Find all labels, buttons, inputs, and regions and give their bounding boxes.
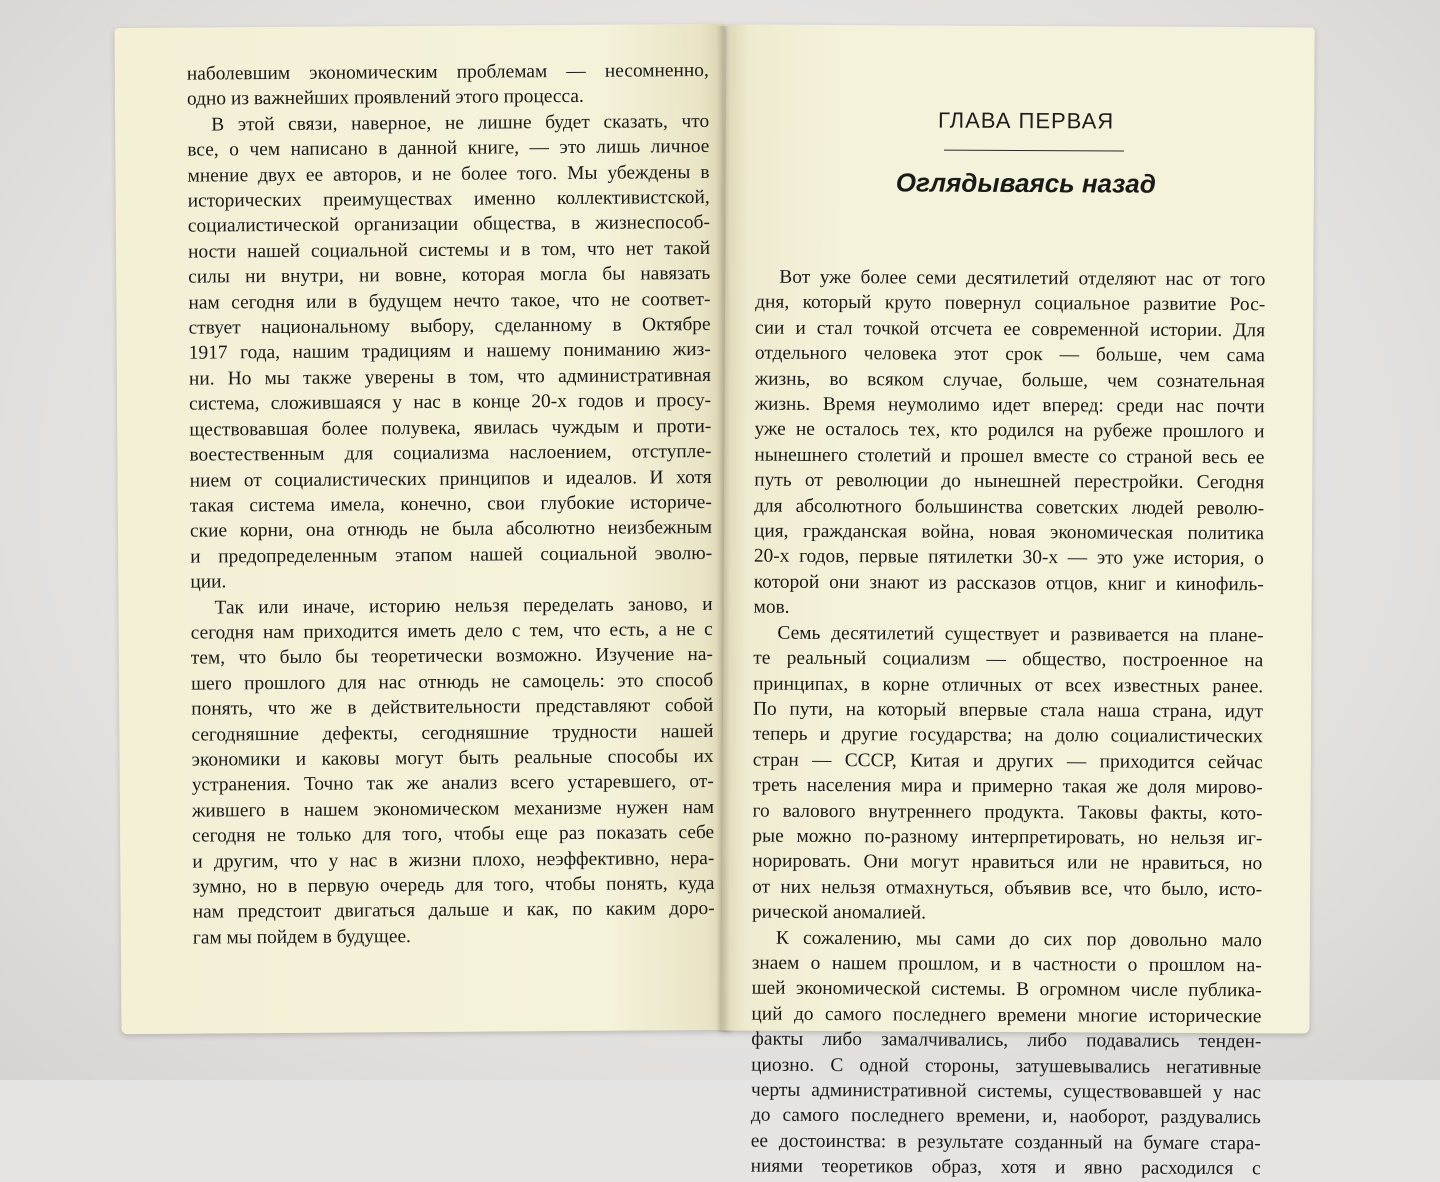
text-line: для абсолютного большинства советских людей револю-: [754, 495, 1265, 519]
chapter-label: ГЛАВА ПЕРВАЯ: [937, 107, 1115, 134]
text-line: тем, что было бы теоретически возможно. Изучение на-: [190, 644, 713, 669]
text-line: уже не осталось тех, кто родился на рубеже прошлого и: [754, 419, 1265, 443]
text-line: норировать. Они могут нравиться или не нравиться, но: [752, 850, 1263, 875]
text-line: черты административной системы, существовавшей у нас: [751, 1079, 1262, 1104]
right-page-body: [751, 265, 1266, 1182]
text-line: Семь десятилетий существует и развивается на плане-: [777, 622, 1264, 646]
text-line: одно из важнейших проявлений этого процесса.: [186, 86, 584, 111]
book-gutter: [716, 26, 730, 1032]
text-line: понять, что же в действительности представляют собой: [191, 695, 714, 720]
text-line: рые можно по-разному интерпретировать, но нельзя иг-: [752, 825, 1263, 850]
text-line: сегодня не только для того, чтобы еще раз показать себе: [192, 822, 715, 847]
text-line: принципах, в корне отличных от всех известных ранее.: [753, 673, 1264, 697]
text-line: такая система имела, конечно, свои глубокие историче-: [189, 491, 712, 517]
text-line: По пути, на который впервые стала наша страна, идут: [752, 698, 1264, 723]
text-line: которой они знают из рассказов отцов, книг и кинофиль-: [753, 571, 1264, 596]
text-line: го валового внутреннего продукта. Таковы факты, кото-: [752, 800, 1263, 824]
text-line: путь от революции до нынешней перестройки. Сегодня: [754, 469, 1265, 494]
text-line: ствует национальному выбору, сделанному в Октябре: [188, 314, 711, 339]
text-line: Вот уже более семи десятилетий отделяют нас от того: [779, 266, 1266, 291]
text-line: силы ни внутри, ни вовне, которая могла бы навязать: [188, 263, 711, 288]
text-line: Так или иначе, историю нельзя переделать заново, и: [214, 593, 713, 618]
chapter-title: Оглядываясь назад: [895, 167, 1156, 199]
text-line: и предопределенным этапом нашей социальной эволю-: [190, 542, 713, 568]
text-line: наболевшим экономическим проблемам — несомненно,: [186, 59, 709, 85]
text-line: отдельного человека этот срок — больше, чем сама: [754, 342, 1265, 367]
text-line: все, о чем написано в данной книге, — это лишь личное: [187, 136, 710, 161]
text-line: ее достоинства: в результате созданный на бумаге стара-: [750, 1130, 1261, 1155]
text-line: ществовавшая более полувека, явилась чуждым и проти-: [189, 415, 712, 441]
text-line: ции.: [190, 571, 227, 593]
text-line: сегодняшние дефекты, сегодняшние трудности нашей: [191, 720, 714, 746]
text-line: ция, гражданская война, новая экономическая политика: [753, 520, 1265, 545]
text-line: факты либо замалчивались, либо подавались тенден-: [751, 1028, 1262, 1053]
text-line: до самого последнего времени, и, наоборот, раздувались: [750, 1105, 1261, 1129]
text-line: исторических преимуществах именно коллективистской,: [187, 187, 710, 212]
text-line: нам предстоит двигаться дальше и как, по каким доро-: [192, 898, 715, 924]
text-line: шей экономической системы. В огромном числе публика-: [751, 977, 1262, 1002]
text-line: нынешнего столетий и прошел вместе со страной весь ее: [754, 444, 1265, 469]
text-line: зумно, но в первую очередь для того, чтобы понять, куда: [192, 872, 715, 898]
text-line: гам мы пойдем в будущее.: [192, 925, 411, 949]
chapter-divider: [944, 150, 1124, 152]
text-line: воестественным для социализма наслоением, отступле-: [189, 441, 712, 466]
text-line: нием от социалистических принципов и идеалов. И хотя: [189, 466, 712, 492]
text-line: те реальный социализм — общество, построенное на: [753, 647, 1264, 672]
text-line: сегодня нам приходится иметь дело с тем, что есть, а не с: [190, 618, 713, 644]
text-line: жизнь, во всяком случае, больше, чем сознательная: [754, 368, 1265, 392]
left-page-body: [187, 58, 715, 951]
open-book: [108, 26, 1312, 1180]
text-line: К сожалению, мы сами до сих пор довольно мало: [775, 927, 1262, 951]
text-line: циозно. С одной стороны, затушевывались негативные: [751, 1054, 1262, 1078]
text-line: социалистической организации общества, в жизнеспособ-: [187, 212, 710, 238]
text-line: и другим, что у нас в жизни плохо, неэффективно, нера-: [192, 847, 715, 873]
text-line: мнение двух ее авторов, и не более того. Мы убеждены в: [187, 161, 710, 187]
right-page: [721, 24, 1314, 1180]
text-line: мов.: [753, 596, 790, 619]
text-line: В этой связи, наверное, не лишне будет сказать, что: [211, 110, 710, 136]
text-line: ские корни, она отнюдь не была абсолютно неизбежным: [189, 517, 713, 542]
text-line: сии и стал точкой отсчета ее современной истории. Для: [754, 317, 1266, 342]
text-line: рической аномалией.: [751, 901, 927, 924]
text-line: экономики и каковы могут быть реальные способы их: [191, 745, 714, 771]
text-line: дня, который круто повернул социальное развитие Рос-: [755, 292, 1266, 316]
text-line: ций до самого последнего времени многие исторические: [751, 1003, 1262, 1028]
text-line: система, сложившаяся у нас в конце 20-х годов и просу-: [189, 390, 712, 415]
text-line: шего прошлого для нас отнюдь не самоцель: это способ: [191, 669, 714, 695]
text-line: от них нельзя отмахнуться, объявив все, что было, исто-: [752, 876, 1263, 901]
text-line: устранения. Точно так же анализ всего устаревшего, от-: [191, 771, 714, 796]
text-line: треть населения мира и примерно такая же доля мирово-: [752, 774, 1263, 799]
text-line: ниями теоретиков образ, хотя и явно расходился с: [750, 1155, 1261, 1180]
text-line: нам сегодня или в будущем нечто такое, что не соответ-: [188, 288, 711, 314]
text-line: ности нашей социальной системы и в том, что нет такой: [187, 237, 711, 263]
text-line: 20-х годов, первые пятилетки 30-х — это уже история, о: [753, 546, 1264, 570]
text-line: стран — СССР, Китая и других — приходится сейчас: [752, 749, 1263, 774]
text-line: теперь и другие государства; на долю социалистических: [752, 723, 1263, 748]
text-line: знаем о нашем прошлом, и в частности о прошлом на-: [751, 952, 1262, 977]
text-line: жившего в нашем экономическом механизме нужен нам: [191, 796, 715, 822]
text-line: жизнь. Время неумолимо идет вперед: среди нас почти: [754, 393, 1265, 418]
text-line: 1917 года, нашим традициям и нашему пониманию жиз-: [188, 339, 711, 365]
left-page: [114, 24, 731, 1034]
text-line: ни. Но мы также уверены в том, что административная: [188, 364, 712, 390]
